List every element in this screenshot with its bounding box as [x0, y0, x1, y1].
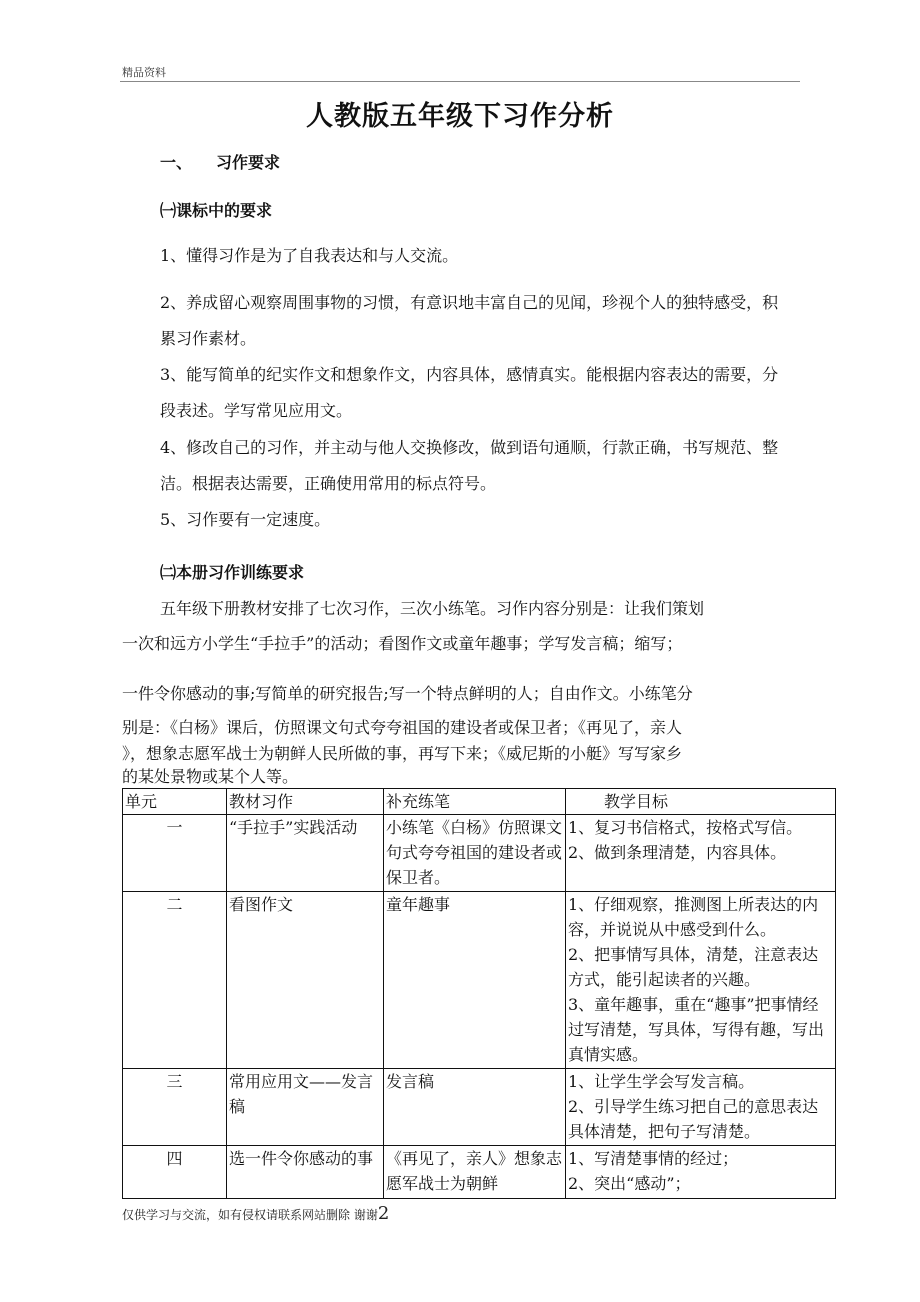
footer-text: 仅供学习与交流，如有侵权请联系网站删除 谢谢	[122, 1208, 378, 1222]
goal-item: 2、引导学生练习把自己的意思表达具体清楚，把句子写清楚。	[568, 1097, 819, 1141]
header-cell: 单元	[123, 789, 227, 815]
table-row	[123, 892, 836, 1069]
section-number: 一、	[160, 153, 193, 172]
goal-item: 2、突出“感动”；	[568, 1174, 691, 1193]
paragraph-line: 》，想象志愿军战士为朝鲜人民所做的事，再写下来；《威尼斯的小艇》写写家乡	[122, 744, 683, 763]
goals-cell	[566, 815, 836, 892]
requirement-item: 4、修改自己的习作，并主动与他人交换修改，做到语句通顺，行款正确，书写规范、整洁。根据表达需要，正确使用常用的标点符号。	[160, 438, 779, 493]
goal-item: 2、做到条理清楚，内容具体。	[568, 843, 787, 862]
requirement-item: 1、懂得习作是为了自我表达和与人交流。	[160, 246, 459, 265]
goal-item: 1、写清楚事情的经过；	[568, 1149, 739, 1168]
table-row	[123, 1146, 836, 1199]
practice-cell: 发言稿	[384, 1069, 566, 1146]
requirement-item: 5、习作要有一定速度。	[160, 510, 331, 529]
requirement-item: 3、能写简单的纪实作文和想象作文，内容具体，感情真实。能根据内容表达的需要，分段表述。学写常见应用文。	[160, 365, 779, 420]
paragraph-line: 一件令你感动的事;写简单的研究报告;写一个特点鲜明的人；自由作文。小练笔分	[122, 684, 693, 703]
unit-cell: 四	[123, 1146, 227, 1199]
table-row	[123, 1069, 836, 1146]
unit-cell: 三	[123, 1069, 227, 1146]
header-divider	[120, 81, 800, 82]
goal-item: 2、把事情写具体，清楚，注意表达方式，能引起读者的兴趣。	[568, 945, 819, 989]
unit-cell: 二	[123, 892, 227, 1069]
practice-cell: 童年趣事	[384, 892, 566, 1069]
goals-cell	[566, 1146, 836, 1199]
paragraph-line: 别是：《白杨》课后，仿照课文句式夸夸祖国的建设者或保卫者；《再见了，亲人	[122, 718, 683, 737]
requirement-item: 2、养成留心观察周围事物的习惯，有意识地丰富自己的见闻，珍视个人的独特感受，积累习作素材。	[160, 293, 779, 348]
subsection-heading-1: ㈠课标中的要求	[160, 201, 273, 220]
paragraph-line: 的某处景物或某个人等。	[122, 767, 299, 786]
paragraph-line: 五年级下册教材安排了七次习作，三次小练笔。习作内容分别是：让我们策划	[160, 599, 705, 618]
paragraph-line: 一次和远方小学生“手拉手”的活动；看图作文或童年趣事；学写发言稿；缩写；	[122, 634, 683, 653]
header-label: 精品资料	[122, 66, 166, 79]
goals-cell	[566, 892, 836, 1069]
goal-item: 1、让学生学会写发言稿。	[568, 1072, 755, 1091]
goal-item: 1、复习书信格式，按格式写信。	[568, 818, 803, 837]
goals-cell	[566, 1069, 836, 1146]
goal-item: 1、仔细观察，推测图上所表达的内容，并说说从中感受到什么。	[568, 895, 819, 939]
unit-cell: 一	[123, 815, 227, 892]
header-cell: 教学目标	[566, 789, 836, 815]
goal-item: 3、童年趣事，重在“趣事”把事情经过写清楚，写具体，写得有趣，写出真情实感。	[568, 995, 825, 1064]
header-cell: 教材习作	[227, 789, 384, 815]
practice-cell: 《再见了，亲人》想象志愿军战士为朝鲜	[384, 1146, 566, 1199]
header-cell: 补充练笔	[384, 789, 566, 815]
writing-plan-table	[122, 788, 836, 1199]
table-row	[123, 815, 836, 892]
page-title: 人教版五年级下习作分析	[306, 101, 614, 132]
writing-cell: 选一件令你感动的事	[227, 1146, 384, 1199]
subsection-heading-2: ㈡本册习作训练要求	[160, 563, 305, 582]
writing-cell: 看图作文	[227, 892, 384, 1069]
section-title: 习作要求	[216, 153, 281, 172]
practice-cell: 小练笔《白杨》仿照课文句式夸夸祖国的建设者或保卫者。	[384, 815, 566, 892]
table-header-row	[123, 789, 836, 815]
page-number: 2	[377, 1203, 390, 1224]
footer	[122, 1203, 389, 1224]
section-heading	[160, 150, 280, 173]
writing-cell: “手拉手”实践活动	[227, 815, 384, 892]
writing-cell: 常用应用文——发言稿	[227, 1069, 384, 1146]
